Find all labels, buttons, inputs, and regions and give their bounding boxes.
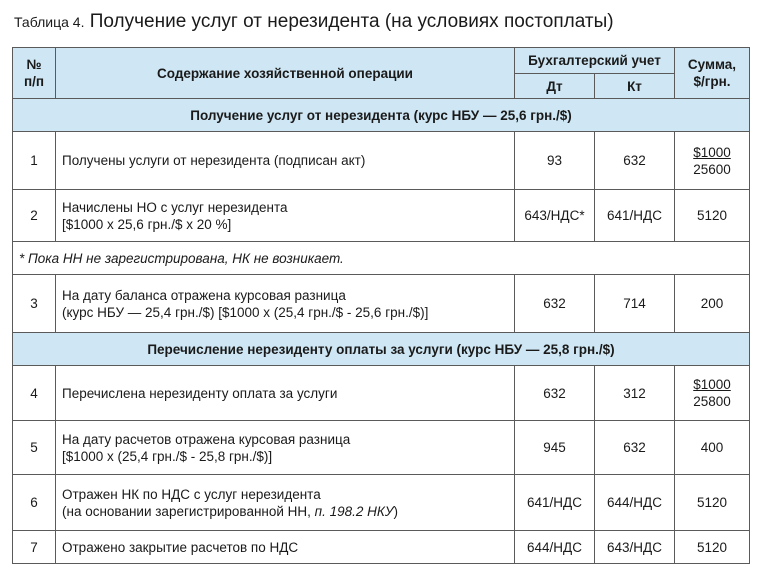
row-num: 2 bbox=[13, 190, 56, 242]
row-sum bbox=[675, 366, 750, 421]
row-kt: 714 bbox=[595, 275, 675, 333]
row-sum: 200 bbox=[675, 275, 750, 333]
sum-uah: 25600 bbox=[693, 161, 731, 177]
header-credit: Кт bbox=[595, 74, 675, 99]
row-num: 4 bbox=[13, 366, 56, 421]
footnote: * Пока НН не зарегистрирована, НК не возникает. bbox=[13, 242, 750, 275]
row-dt: 641/НДС bbox=[515, 475, 595, 531]
sum-usd: $1000 bbox=[693, 144, 731, 160]
row-sum: 5120 bbox=[675, 475, 750, 531]
row-dt: 632 bbox=[515, 275, 595, 333]
note-row bbox=[13, 242, 750, 275]
table-number: Таблица 4. bbox=[14, 14, 85, 30]
row-desc: Получены услуги от нерезидента (подписан акт) bbox=[56, 132, 515, 190]
row-kt: 632 bbox=[595, 132, 675, 190]
row-desc-line2: (курс НБУ — 25,4 грн./$) [$1000 x (25,4 грн./$ - 25,6 грн./$)] bbox=[62, 304, 429, 320]
row-kt: 643/НДС bbox=[595, 531, 675, 564]
table-row bbox=[13, 132, 750, 190]
row-num: 5 bbox=[13, 421, 56, 475]
section-title-2: Перечисление нерезиденту оплаты за услуги (курс НБУ — 25,8 грн./$) bbox=[13, 333, 750, 366]
row-desc-line2-c: ) bbox=[393, 503, 398, 519]
operations-table bbox=[12, 47, 750, 564]
table-row bbox=[13, 190, 750, 242]
row-num: 1 bbox=[13, 132, 56, 190]
row-sum: 5120 bbox=[675, 190, 750, 242]
table-title bbox=[14, 11, 614, 33]
sum-uah: 25800 bbox=[693, 394, 731, 409]
row-dt: 643/НДС* bbox=[515, 190, 595, 242]
header-debit: Дт bbox=[515, 74, 595, 99]
section-title-1: Получение услуг от нерезидента (курс НБУ — 25,6 грн./$) bbox=[13, 99, 750, 132]
row-desc: Отражено закрытие расчетов по НДС bbox=[56, 531, 515, 564]
table-row bbox=[13, 531, 750, 564]
row-desc-line1: На дату расчетов отражена курсовая разница bbox=[62, 431, 351, 447]
row-kt: 644/НДС bbox=[595, 475, 675, 531]
section-row bbox=[13, 333, 750, 366]
row-desc-line2: [$1000 x 25,6 грн./$ x 20 %] bbox=[62, 216, 232, 232]
header-accounting: Бухгалтерский учет bbox=[515, 48, 675, 74]
row-desc bbox=[56, 190, 515, 242]
row-sum: 5120 bbox=[675, 531, 750, 564]
row-kt: 641/НДС bbox=[595, 190, 675, 242]
row-sum: 400 bbox=[675, 421, 750, 475]
header-row bbox=[13, 48, 750, 74]
row-desc-line1: Отражен НК по НДС с услуг нерезидента bbox=[62, 486, 321, 502]
row-kt: 312 bbox=[595, 366, 675, 421]
row-num: 3 bbox=[13, 275, 56, 333]
row-dt: 632 bbox=[515, 366, 595, 421]
row-desc bbox=[56, 275, 515, 333]
table-caption: Получение услуг от нерезидента (на условиях постоплаты) bbox=[84, 11, 614, 32]
table-row bbox=[13, 421, 750, 475]
row-desc-line2: [$1000 x (25,4 грн./$ - 25,8 грн./$)] bbox=[62, 448, 273, 464]
row-num: 6 bbox=[13, 475, 56, 531]
header-sum: Сумма, $/грн. bbox=[675, 48, 750, 99]
row-desc-line1: На дату баланса отражена курсовая разница bbox=[62, 287, 346, 303]
law-reference: п. 198.2 НКУ bbox=[314, 503, 394, 519]
row-num: 7 bbox=[13, 531, 56, 564]
sum-usd: $1000 bbox=[693, 377, 731, 392]
row-desc-line1: Начислены НО с услуг нерезидента bbox=[62, 199, 288, 215]
row-kt: 632 bbox=[595, 421, 675, 475]
row-dt: 93 bbox=[515, 132, 595, 190]
row-desc-line2 bbox=[62, 503, 508, 520]
row-sum bbox=[675, 132, 750, 190]
row-dt: 644/НДС bbox=[515, 531, 595, 564]
header-content: Содержание хозяйственной операции bbox=[56, 48, 515, 99]
row-desc-line2-a: (на основании зарегистрированной НН, bbox=[62, 503, 315, 519]
section-row bbox=[13, 99, 750, 132]
row-desc bbox=[56, 421, 515, 475]
row-desc bbox=[56, 475, 515, 531]
table-row bbox=[13, 475, 750, 531]
header-num: № п/п bbox=[13, 48, 56, 99]
table-row bbox=[13, 275, 750, 333]
row-dt: 945 bbox=[515, 421, 595, 475]
table-row bbox=[13, 366, 750, 421]
row-desc: Перечислена нерезиденту оплата за услуги bbox=[56, 366, 515, 421]
